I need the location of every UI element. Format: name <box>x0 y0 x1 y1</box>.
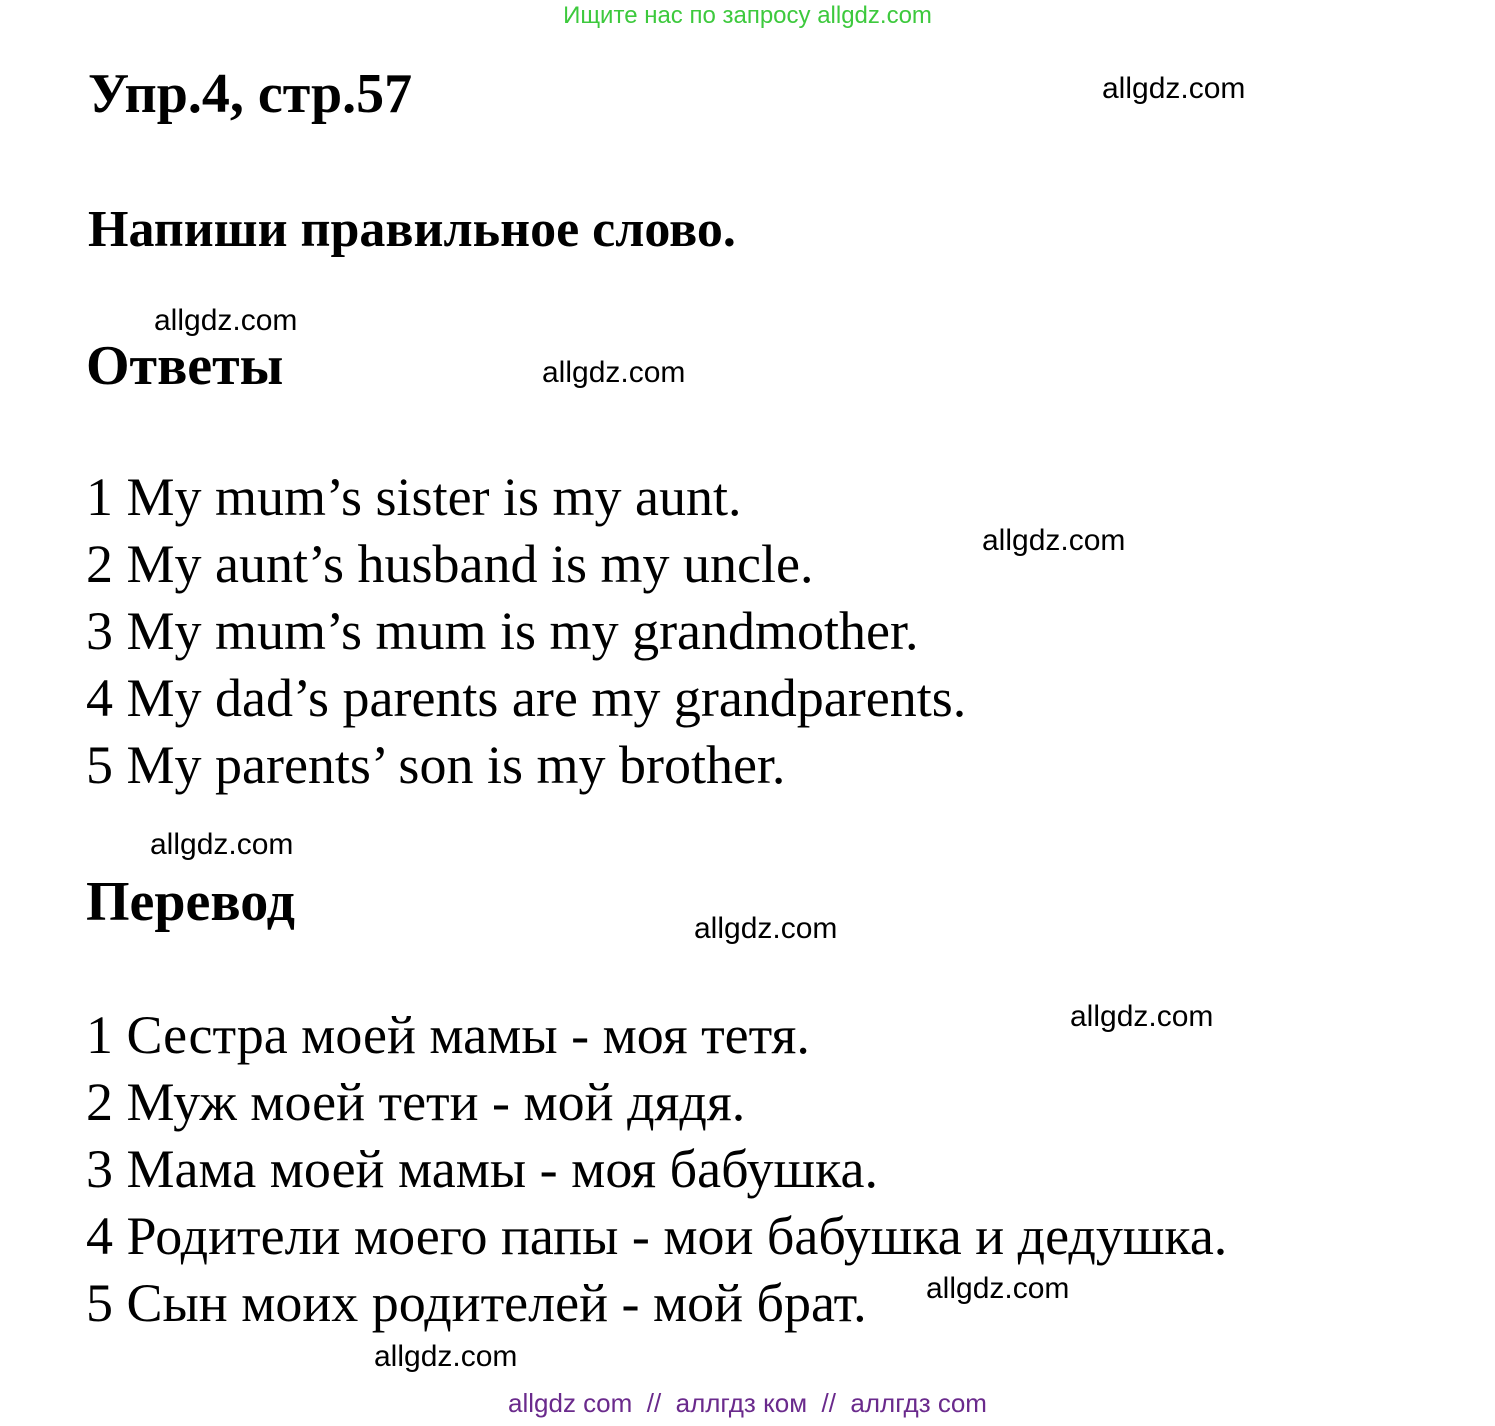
watermark: allgdz.com <box>1070 1000 1214 1033</box>
translation-heading: Перевод <box>86 871 295 933</box>
answer-item: 3 My mum’s mum is my grandmother. <box>86 601 919 661</box>
watermark: allgdz.com <box>1102 72 1246 105</box>
top-banner: Ищите нас по запросу allgdz.com <box>563 2 932 29</box>
watermark: allgdz.com <box>926 1272 1070 1305</box>
task-instruction: Напиши правильное слово. <box>88 201 736 258</box>
watermark: allgdz.com <box>154 304 298 337</box>
exercise-title: Упр.4, стр.57 <box>88 63 413 125</box>
watermark: allgdz.com <box>542 356 686 389</box>
answer-item: 1 My mum’s sister is my aunt. <box>86 467 742 527</box>
translation-item: 3 Мама моей мамы - моя бабушка. <box>86 1139 878 1199</box>
watermark: allgdz.com <box>982 524 1126 557</box>
translation-item: 5 Сын моих родителей - мой брат. <box>86 1273 867 1333</box>
translation-item: 4 Родители моего папы - мои бабушка и дедушка. <box>86 1206 1228 1266</box>
answer-item: 4 My dad’s parents are my grandparents. <box>86 668 967 728</box>
watermark: allgdz.com <box>694 912 838 945</box>
translation-item: 2 Муж моей тети - мой дядя. <box>86 1072 746 1132</box>
watermark: allgdz.com <box>374 1340 518 1373</box>
translation-item: 1 Сестра моей мамы - моя тетя. <box>86 1005 810 1065</box>
answers-heading: Ответы <box>86 335 284 397</box>
watermark: allgdz.com <box>150 828 294 861</box>
answers-list <box>86 464 966 799</box>
bottom-banner: allgdz com // аллгдз ком // аллгдз com <box>508 1388 987 1418</box>
answer-item: 5 My parents’ son is my brother. <box>86 735 786 795</box>
answer-item: 2 My aunt’s husband is my uncle. <box>86 534 814 594</box>
